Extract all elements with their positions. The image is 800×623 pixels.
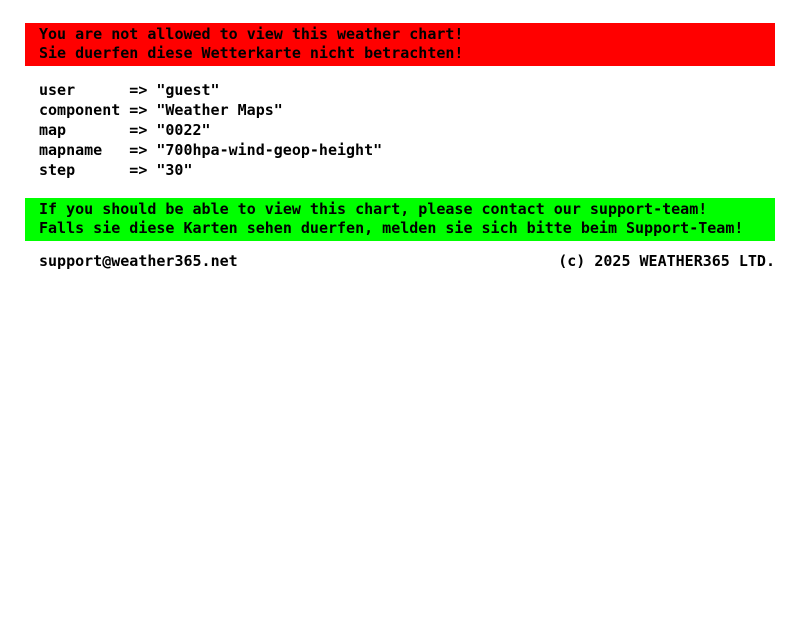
- footer: [25, 251, 775, 271]
- param-value: "0022": [156, 121, 211, 139]
- request-params: [25, 80, 775, 180]
- param-value: "guest": [156, 81, 220, 99]
- param-value: "Weather Maps": [156, 101, 283, 119]
- param-value: "30": [156, 161, 193, 179]
- copyright-notice: (c) 2025 WEATHER365 LTD.: [558, 252, 775, 270]
- access-denied-line-de: Sie duerfen diese Wetterkarte nicht betrachten!: [39, 44, 464, 62]
- param-row-user: [39, 80, 775, 100]
- param-arrow: =>: [129, 121, 148, 139]
- param-arrow: =>: [129, 101, 148, 119]
- param-row-mapname: [39, 140, 775, 160]
- param-key: user: [39, 81, 76, 99]
- param-key: map: [39, 121, 67, 139]
- param-arrow: =>: [129, 161, 148, 179]
- access-denied-line-en: You are not allowed to view this weather chart!: [39, 25, 464, 43]
- access-denied-banner: [25, 23, 775, 66]
- support-email: support@weather365.net: [39, 252, 238, 270]
- param-arrow: =>: [129, 141, 148, 159]
- support-line-de: Falls sie diese Karten sehen duerfen, melden sie sich bitte beim Support-Team!: [39, 219, 744, 237]
- param-key: step: [39, 161, 76, 179]
- param-value: "700hpa-wind-geop-height": [156, 141, 383, 159]
- param-key: component: [39, 101, 121, 119]
- param-row-step: [39, 160, 775, 180]
- param-row-map: [39, 120, 775, 140]
- param-key: mapname: [39, 141, 103, 159]
- support-line-en: If you should be able to view this chart, please contact our support-team!: [39, 200, 708, 218]
- param-row-component: [39, 100, 775, 120]
- support-banner: [25, 198, 775, 241]
- param-arrow: =>: [129, 81, 148, 99]
